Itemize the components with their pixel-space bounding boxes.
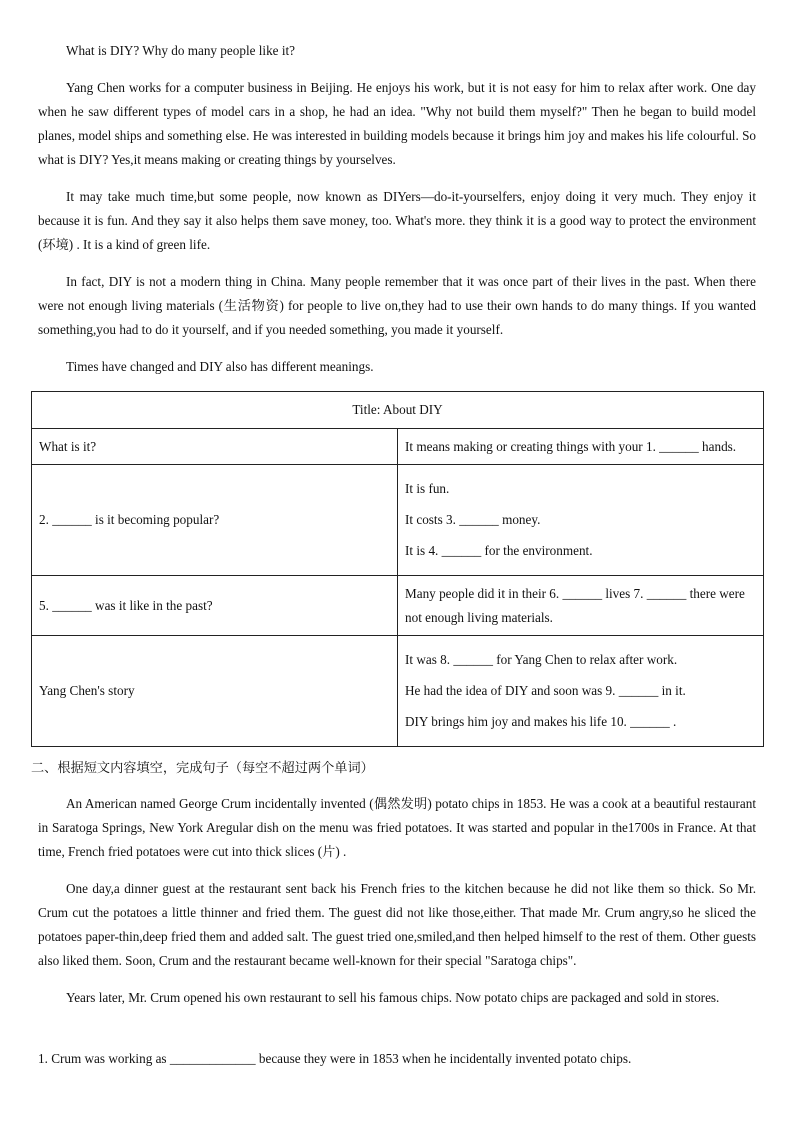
table-cell-label	[32, 576, 398, 636]
table-cell-answer: Many people did it in their 6. ______ lives 7. ______ there were not enough living materials.	[398, 576, 764, 636]
table-line: It costs 3. ______ money.	[405, 511, 541, 527]
table-line: DIY brings him joy and makes his life 10. ______ .	[405, 713, 677, 729]
table-cell-label-text: 2. ______ is it becoming popular?	[39, 512, 220, 527]
passage-paragraph-3: In fact, DIY is not a modern thing in China. Many people remember that it was once part of their lives in the past. When there were not enough living materials (生活物资) for people to live on,they had to use their own hands to do many things. If you wanted something,you had to do it yourself, and if you needed something, you made it yourself.	[38, 274, 756, 337]
section-paragraph-3: Years later, Mr. Crum opened his own restaurant to sell his famous chips. Now potato chips are packaged and sold in stores.	[66, 990, 720, 1005]
table-cell-answer	[398, 636, 764, 747]
table-cell-answer: It means making or creating things with your 1. ______ hands.	[398, 429, 764, 465]
question-1: 1. Crum was working as _____________ because they were in 1853 when he incidentally invented potato chips.	[38, 1051, 632, 1066]
diy-table	[31, 391, 764, 747]
table-row	[32, 465, 764, 576]
section-paragraph-2: One day,a dinner guest at the restaurant sent back his French fries to the kitchen because he did not like them so thick. So Mr. Crum cut the potatoes a little thinner and fried them. The guest did not like those,either. That made Mr. Crum angry,so he sliced the potatoes paper-thin,deep fried them and added salt. The guest tried one,smiled,and then helped himself to the rest of them. Other guests also liked them. Soon, Crum and the restaurant became well-known for their special "Saratoga chips".	[38, 881, 756, 968]
section-heading: 二、根据短文内容填空，完成句子（每空不超过两个单词）	[31, 760, 374, 775]
table-line: It was 8. ______ for Yang Chen to relax after work.	[405, 651, 678, 667]
table-cell-answer	[398, 465, 764, 576]
passage-paragraph-2: It may take much time,but some people, now known as DIYers—do-it-yourselfers, enjoy doing it very much. They enjoy it because it is fun. And they say it also helps them save money, too. What's more. they think it is a good way to protect the environment (环境) . It is a kind of green life.	[38, 189, 756, 252]
table-title: Title: About DIY	[32, 392, 764, 429]
table-cell-label	[32, 465, 398, 576]
table-row	[32, 576, 764, 636]
table-line: He had the idea of DIY and soon was 9. ______ in it.	[405, 682, 686, 698]
table-cell-label: Yang Chen's story	[32, 636, 398, 747]
table-row	[32, 636, 764, 747]
table-line: It is fun.	[405, 480, 450, 496]
table-cell-label: What is it?	[32, 429, 398, 465]
table-line: It is 4. ______ for the environment.	[405, 542, 593, 558]
passage-paragraph-4: Times have changed and DIY also has different meanings.	[66, 359, 374, 374]
table-cell-label-text: 5. ______ was it like in the past?	[39, 597, 213, 613]
passage-heading: What is DIY? Why do many people like it?	[66, 43, 296, 58]
passage-paragraph-1: Yang Chen works for a computer business in Beijing. He enjoys his work, but it is not easy for him to relax after work. One day when he saw different types of model cars in a shop, he had an idea. "Why not build them myself?" Then he began to build model planes, model ships and something else. He was interested in building models because it brings him joy and makes his life colourful. So what is DIY? Yes,it means making or creating things by yourselves.	[38, 80, 756, 167]
table-row	[32, 429, 764, 465]
section-paragraph-1: An American named George Crum incidentally invented (偶然发明) potato chips in 1853. He was a cook at a beautiful restaurant in Saratoga Springs, New York Aregular dish on the menu was fried potatoes. It was started and popular in the1700s in France. At that time, French fried potatoes were cut into thick slices (片) .	[38, 796, 756, 859]
